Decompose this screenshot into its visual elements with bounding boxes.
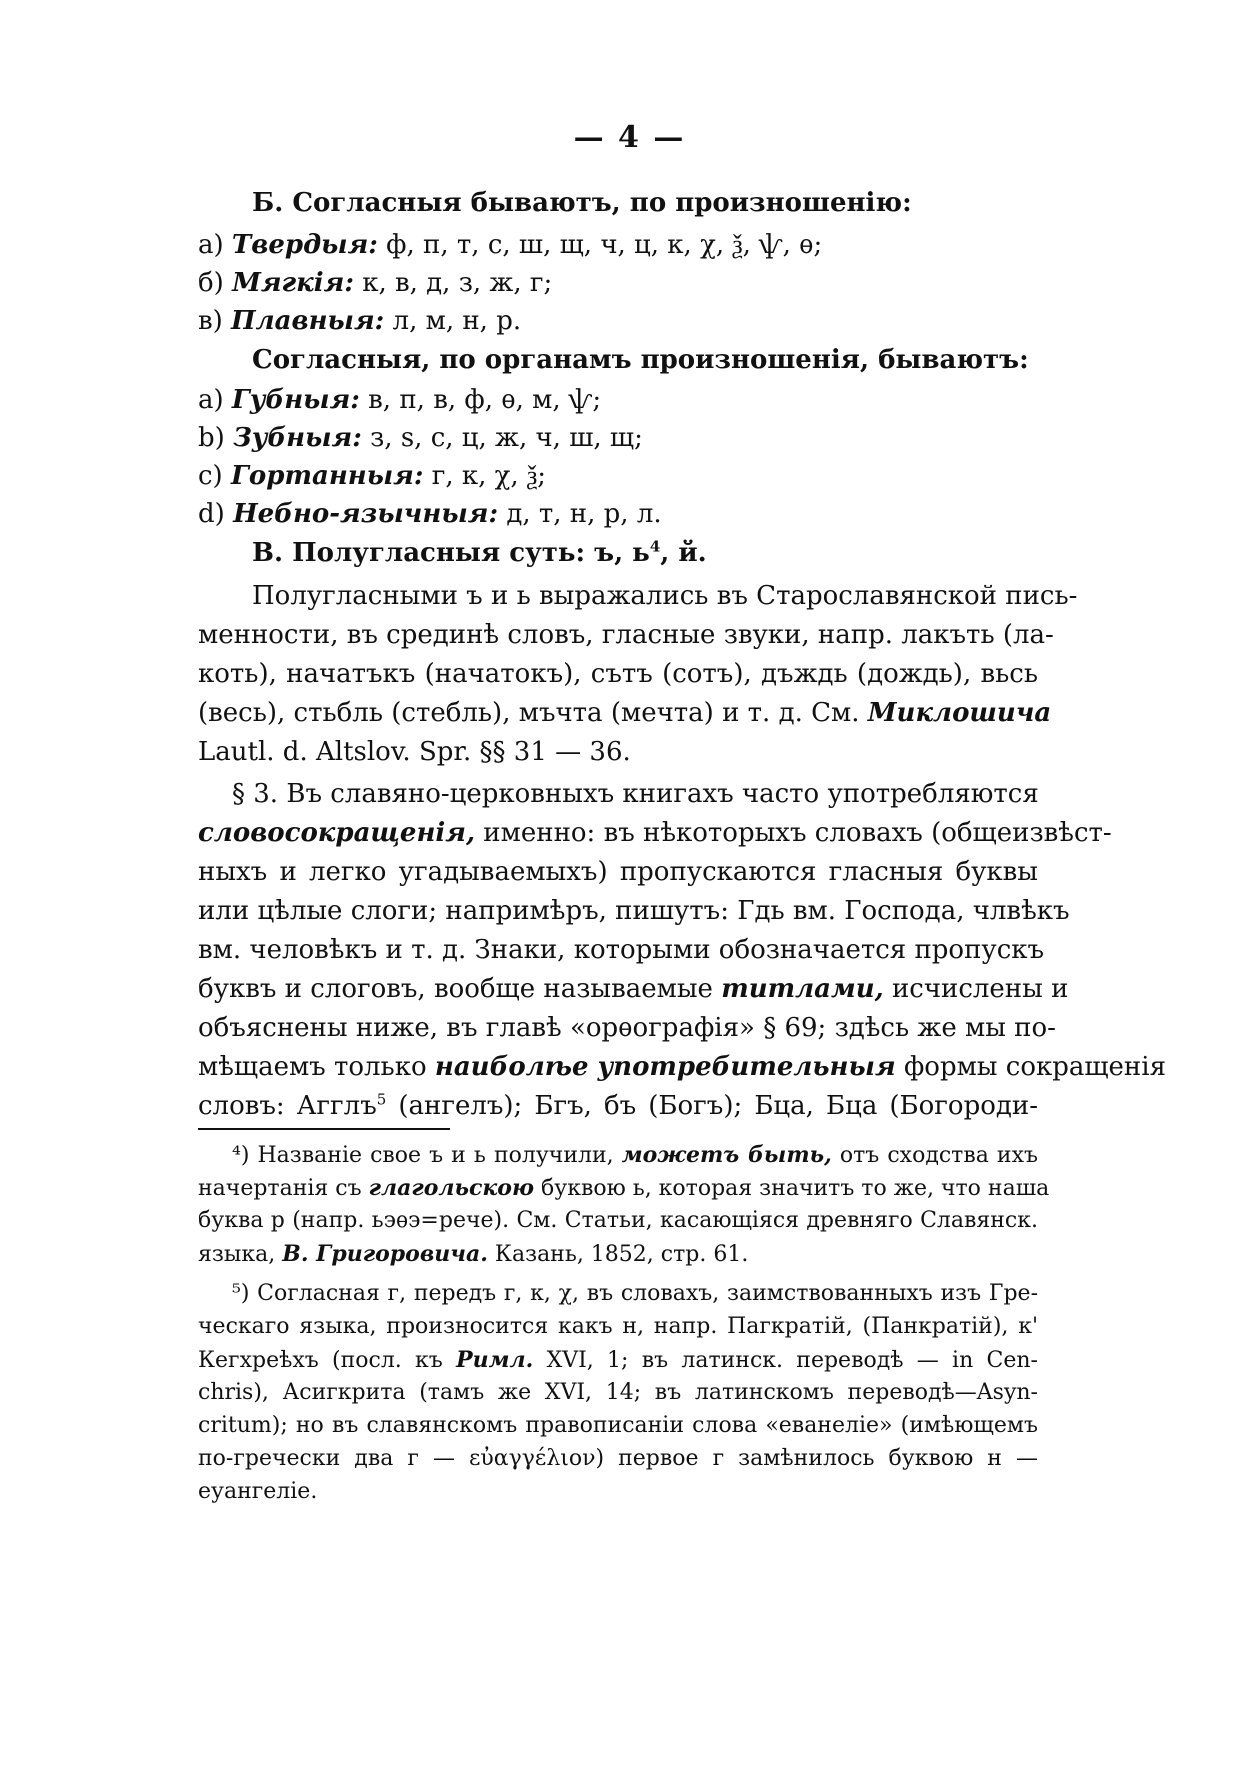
paragraph-line: или цѣлые слоги; напримѣръ, пишутъ: Гдь вм. Господа, члвѣкъ xyxy=(198,896,1070,926)
footnote-line xyxy=(198,1345,1038,1376)
item-term: Небно-язычныя: xyxy=(233,499,499,529)
text-italic: В. Григоровича. xyxy=(282,1241,488,1267)
paragraph-line: менности, въ срединѣ словъ, гласные звуки, напр. лакъть (ла- xyxy=(198,620,1054,650)
paragraph-line: Lautl. d. Altslov. Spr. §§ 31 — 36. xyxy=(198,737,631,767)
text: словъ: Агглъ xyxy=(198,1091,377,1121)
text: Кегхреѣхъ (посл. къ xyxy=(198,1348,443,1373)
paragraph-line: Полугласными ъ и ь выражались въ Старославянской пись- xyxy=(252,581,1078,611)
footnote-line: буква р (напр. ьэѳэ=рече). См. Статьи, касающіяся древняго Славянск. xyxy=(198,1208,1038,1233)
text: исчислены и xyxy=(891,974,1069,1004)
text: начертанія съ xyxy=(198,1176,362,1201)
footnote-line: еуангеліе. xyxy=(198,1479,318,1504)
item-label: в) xyxy=(198,306,223,336)
item-text: з, ѕ, с, ц, ж, ч, ш, щ; xyxy=(370,423,643,453)
item-label: б) xyxy=(198,268,224,298)
text: XVI, 1; въ латинск. переводѣ — in Cen- xyxy=(546,1348,1038,1373)
item-text: л, м, н, р. xyxy=(392,306,522,336)
footnote-line xyxy=(198,1173,1050,1204)
footnote-ref: 4 xyxy=(649,537,661,556)
item-text: в, п, в, ф, ѳ, м, ѱ; xyxy=(368,385,602,415)
list-item xyxy=(198,420,1038,456)
term: титлами, xyxy=(721,974,884,1004)
list-item xyxy=(198,265,1038,301)
text: (ангелъ); Бгъ, бъ (Богъ); Бца, Бца (Богороди- xyxy=(398,1091,1038,1121)
text-italic: можетъ быть, xyxy=(621,1142,832,1168)
item-term: Плавныя: xyxy=(231,306,385,336)
item-label: b) xyxy=(198,423,225,453)
term: словосокращенія, xyxy=(198,818,476,848)
item-text: ф, п, т, с, ш, щ, ч, ц, к, χ, ѯ, ѱ, ѳ; xyxy=(386,230,823,260)
footnote-line: по-гречески два г — εὐαγγέλιον) первое г замѣнилось буквою н — xyxy=(198,1446,1038,1471)
paragraph-line xyxy=(198,1088,1038,1124)
item-term: Гортанныя: xyxy=(230,461,424,491)
item-term: Твердыя: xyxy=(231,230,378,260)
list-item xyxy=(198,303,1038,339)
footnote-line xyxy=(198,1239,1038,1270)
section-b-heading: Б. Согласныя бываютъ, по произношенію: xyxy=(252,188,912,218)
item-term: Зубныя: xyxy=(233,423,362,453)
footnote-line: critum); но въ славянскомъ правописаніи слова «еванеліе» (имѣющемъ xyxy=(198,1413,1038,1438)
text: именно: въ нѣкоторыхъ словахъ (общеизвѣст- xyxy=(483,818,1112,848)
paragraph-line xyxy=(198,1049,1166,1085)
item-text: г, к, χ, ѯ; xyxy=(431,461,546,491)
text: языка, xyxy=(198,1242,276,1267)
text: мѣщаемъ только xyxy=(198,1052,427,1082)
footnote-line xyxy=(232,1140,1038,1171)
item-term: Мягкія: xyxy=(232,268,354,298)
organs-heading: Согласныя, по органамъ произношенія, бываютъ: xyxy=(252,345,1029,375)
text: буквъ и слоговъ, вообще называемые xyxy=(198,974,713,1004)
list-item xyxy=(198,227,1038,263)
item-text: д, т, н, р, л. xyxy=(506,499,662,529)
item-term: Губныя: xyxy=(231,385,360,415)
heading-text: В. Полугласныя суть: ъ, ь xyxy=(252,538,650,568)
section-v-heading xyxy=(252,535,1092,571)
paragraph-line: § 3. Въ славяно-церковныхъ книгахъ часто употребляются xyxy=(232,779,1039,809)
list-item xyxy=(198,458,1038,494)
paragraph-line: вм. человѣкъ и т. д. Знаки, которыми обозначается пропускъ xyxy=(198,935,1045,965)
heading-text: , й. xyxy=(660,538,707,568)
footnote-separator xyxy=(198,1128,450,1130)
author-name: Миклошича xyxy=(867,698,1052,728)
text: формы сокращенія xyxy=(903,1052,1166,1082)
item-label: а) xyxy=(198,230,224,260)
paragraph-line: ныхъ и легко угадываемыхъ) пропускаются гласныя буквы xyxy=(198,857,1038,887)
paragraph-line: коть), начатъкъ (начатокъ), сътъ (сотъ), дъждь (дождь), вьсь xyxy=(198,659,1038,689)
footnote-line: ⁵) Согласная г, передъ г, к, χ, въ словахъ, заимствованныхъ изъ Гре- xyxy=(232,1281,1038,1306)
item-label: d) xyxy=(198,499,225,529)
item-text: к, в, д, з, ж, г; xyxy=(362,268,553,298)
paragraph-line xyxy=(198,815,1112,851)
footnote-line: chris), Асигкрита (тамъ же XVI, 14; въ латинскомъ переводѣ—Asyn- xyxy=(198,1380,1038,1405)
text-italic: Римл. xyxy=(456,1347,534,1373)
item-label: a) xyxy=(198,385,224,415)
paragraph-line: объяснены ниже, въ главѣ «орѳографія» § 69; здѣсь же мы по- xyxy=(198,1013,1056,1043)
footnote-ref: 5 xyxy=(376,1090,387,1109)
text-italic: глагольскою xyxy=(368,1175,534,1201)
page-number: — 4 — xyxy=(573,120,686,155)
item-label: c) xyxy=(198,461,223,491)
text: ⁴) Названіе свое ъ и ь получили, xyxy=(232,1143,614,1168)
text: (весь), стьбль (стебль), мъчта (мечта) и т. д. См. xyxy=(198,698,860,728)
text: Казань, 1852, стр. 61. xyxy=(494,1242,749,1267)
text: отъ сходства ихъ xyxy=(839,1143,1038,1168)
footnote-line: ческаго языка, произносится какъ н, напр. Пагкратій, (Панкратій), к' xyxy=(198,1314,1038,1339)
term: наиболѣе употребительныя xyxy=(434,1052,896,1082)
text: буквою ь, которая значитъ то же, что наша xyxy=(541,1176,1050,1201)
list-item xyxy=(198,496,1038,532)
list-item xyxy=(198,382,1038,418)
paragraph-line xyxy=(198,695,1052,731)
paragraph-line xyxy=(198,971,1069,1007)
